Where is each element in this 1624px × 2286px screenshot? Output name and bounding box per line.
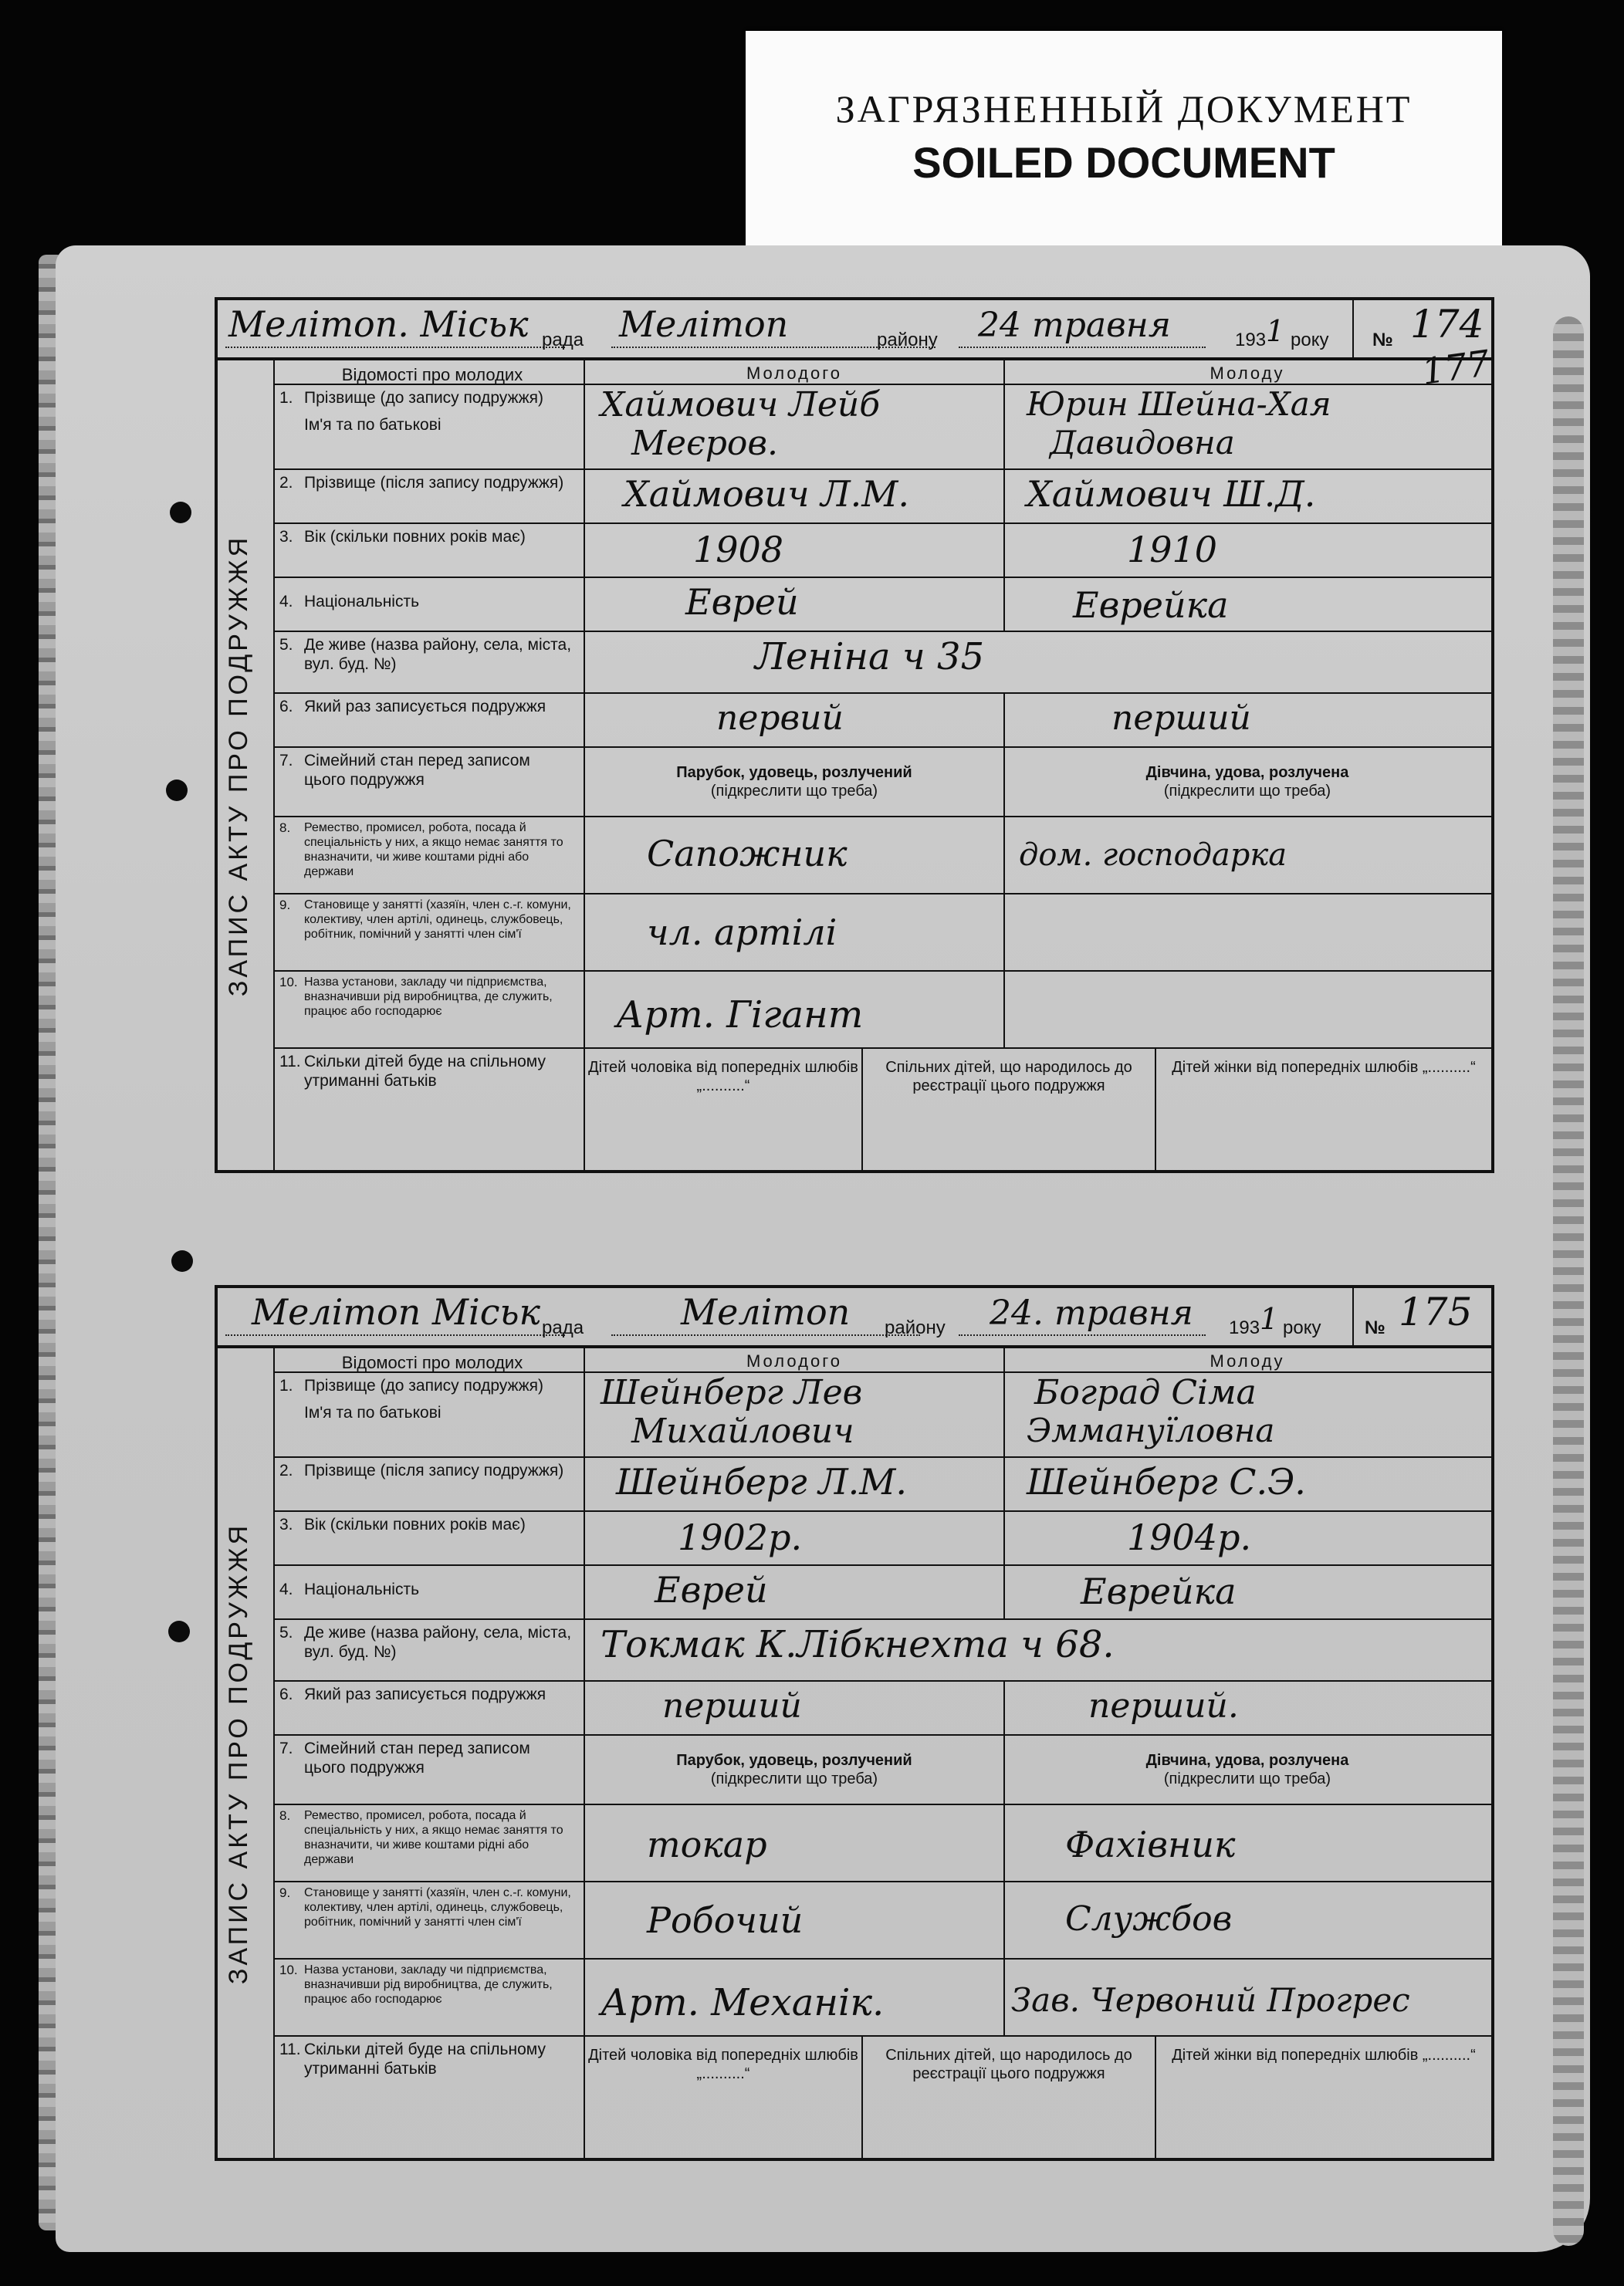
bride-nationality: Еврейка — [1073, 584, 1229, 626]
row-q8: 8. Ремество, промисел, робота, посада й спеціальність у них, а якщо немає заняття то вназначити, чи живе коштами рідні або держави Сапожник дом. господарка — [273, 816, 1491, 894]
groom-institution: Арт. Гігант — [616, 993, 864, 1036]
row-q11: 11. Скільки дітей буде на спільному утриманні батьків Дітей чоловіка від попередніх шлюбів „..........“ Спільних дітей, що народилось до реєстрації цього подружжя Дітей жінки від попередніх шлюбів „..........“ — [273, 2035, 1491, 2159]
groom-surname-before: Хаймович Лейб — [601, 385, 881, 424]
children-groom-prior: Дітей чоловіка від попередніх шлюбів „..........“ — [585, 1047, 863, 1171]
bride-age: 1910 — [1127, 529, 1218, 570]
groom-marital-options: Парубок, удовець, розлучений — [676, 1752, 912, 1769]
date-value: 24 травня — [978, 306, 1171, 345]
bride-marital-options: Дівчина, удова, розлучена — [1145, 764, 1349, 781]
q5-label: Де живе (назва району, села, міста, вул. буд. №) — [304, 1624, 572, 1661]
binding-hole — [170, 502, 191, 523]
row-q10: 10. Назва установи, закладу чи підприємства, вназначивши рід виробництва, де служить, працює або господарює Арт. Механік. Зав. Червоний Прогрес — [273, 1958, 1491, 2037]
bride-nationality: Еврейка — [1081, 1571, 1237, 1612]
row-q4: 4. Національність Еврей Еврейка — [273, 1564, 1491, 1620]
year-prefix: 193 — [1235, 330, 1267, 350]
groom-times: перший — [662, 1686, 802, 1726]
side-title-column — [218, 1348, 275, 2158]
q4-label: Національність — [304, 1581, 420, 1598]
q2-label: Прізвище (після запису подружжя) — [304, 474, 564, 492]
col-bride: Молоду — [1210, 1351, 1285, 1371]
column-headers — [273, 1348, 1491, 1373]
children-bride-prior: Дітей жінки від попередніх шлюбів „..........“ — [1172, 1059, 1476, 1076]
page-edge-right — [1553, 316, 1584, 2246]
label-russian: ЗАГРЯЗНЕННЫЙ ДОКУМЕНТ — [835, 87, 1413, 130]
bride-marital-note: (підкреслити що треба) — [1163, 783, 1331, 800]
groom-name: Меєров. — [631, 424, 778, 463]
bride-surname-before: Боград Сіма — [1034, 1373, 1257, 1412]
raion-value: Мелітоп — [619, 303, 789, 345]
groom-marital-options: Парубок, удовець, розлучений — [676, 764, 912, 781]
q9-label: Становище у занятті (хазяїн, член с.-г. комуни, колективу, член артілі, одинець, службовець, робітник, помічний у занятті член сім'ї — [304, 1886, 571, 1929]
groom-position: Робочий — [647, 1899, 804, 1941]
marriage-record-2 — [215, 1285, 1494, 2161]
q10-label: Назва установи, закладу чи підприємства, вназначивши рід виробництва, де служить, працює або господарює — [304, 976, 553, 1018]
record-header — [215, 1285, 1494, 1345]
q1b-label: Ім'я та по батькові — [304, 416, 442, 434]
number-label: № — [1365, 1317, 1385, 1338]
bride-times: перший. — [1088, 1686, 1239, 1726]
row-q7: 7. Сімейний стан перед записом цього подружжя Парубок, удовець, розлучений (підкреслити що треба) Дівчина, удова, розлучена (підкреслити що треба) — [273, 746, 1491, 817]
side-title: ЗАПИС АКТУ ПРО ПОДРУЖЖЯ — [224, 1522, 253, 1984]
bride-position: Службов — [1065, 1899, 1233, 1939]
row-q11: 11. Скільки дітей буде на спільному утриманні батьків Дітей чоловіка від попередніх шлюбів „..........“ Спільних дітей, що народилось до реєстрації цього подружжя Дітей жінки від попередніх шлюбів „..........“ — [273, 1047, 1491, 1171]
rada-label: рада — [542, 1317, 584, 1338]
groom-nationality: Еврей — [655, 1569, 768, 1611]
q7-label: Сімейний стан перед записом цього подружжя — [304, 752, 530, 789]
rada-value: Мелітоп Міськ — [252, 1291, 540, 1333]
bride-surname-after: Шейнберг С.Э. — [1027, 1461, 1306, 1503]
row-q3: 3. Вік (скільки повних років має) 1908 1910 — [273, 522, 1491, 578]
groom-surname-before: Шейнберг Лев — [601, 1373, 863, 1412]
year-prefix: 193 — [1229, 1317, 1260, 1338]
row-q9: 9. Становище у занятті (хазяїн, член с.-г. комуни, колективу, член артілі, одинець, службовець, робітник, помічний у занятті член сім'ї Робочий Службов — [273, 1881, 1491, 1960]
marriage-record-1 — [215, 297, 1494, 1173]
groom-occupation: Сапожник — [647, 833, 848, 874]
row-q1: 1. Прізвище (до запису подружжя) Ім'я та по батькові Хаймович Лейб Меєров. Юрин Шейна-Хая Давидовна — [273, 384, 1491, 470]
side-title-column — [218, 360, 275, 1170]
groom-occupation: токар — [647, 1824, 767, 1865]
row-q9: 9. Становище у занятті (хазяїн, член с.-г. комуни, колективу, член артілі, одинець, службовець, робітник, помічний у занятті член сім'ї чл. артілі — [273, 893, 1491, 972]
year-suffix: року — [1291, 330, 1329, 350]
record-body — [215, 357, 1494, 1173]
row-q8: 8. Ремество, промисел, робота, посада й спеціальність у них, а якщо немає заняття то вназначити, чи живе коштами рідні або держави токар Фахівник — [273, 1804, 1491, 1882]
q2-label: Прізвище (після запису подружжя) — [304, 1462, 564, 1479]
q1b-label: Ім'я та по батькові — [304, 1404, 442, 1422]
groom-age: 1908 — [693, 529, 784, 570]
row-q2: 2. Прізвище (після запису подружжя) Шейнберг Л.М. Шейнберг С.Э. — [273, 1456, 1491, 1512]
children-bride-prior: Дітей жінки від попередніх шлюбів „..........“ — [1172, 2047, 1476, 2064]
groom-surname-after: Хаймович Л.М. — [624, 473, 909, 515]
q4-label: Національність — [304, 593, 420, 610]
row-q2: 2. Прізвище (після запису подружжя) Хаймович Л.М. Хаймович Ш.Д. — [273, 468, 1491, 524]
col-groom: Молодого — [746, 1351, 842, 1371]
children-common: Спільних дітей, що народилось до реєстрації цього подружжя — [863, 2035, 1156, 2159]
q6-label: Який раз записується подружжя — [304, 698, 546, 715]
raion-label: району — [877, 330, 938, 350]
bride-name: Эммануїловна — [1027, 1412, 1275, 1449]
groom-surname-after: Шейнберг Л.М. — [616, 1461, 907, 1503]
groom-age: 1902р. — [678, 1517, 803, 1558]
q6-label: Який раз записується подружжя — [304, 1686, 546, 1703]
q1-label: Прізвище (до запису подружжя) — [304, 1377, 543, 1395]
children-common: Спільних дітей, що народилось до реєстрації цього подружжя — [863, 1047, 1156, 1171]
row-q3: 3. Вік (скільки повних років має) 1902р. 1904р. — [273, 1510, 1491, 1566]
bride-occupation: Фахівник — [1065, 1824, 1236, 1865]
year-digit: 1 — [1260, 1302, 1279, 1336]
q11-label: Скільки дітей буде на спільному утриманні батьків — [304, 2041, 546, 2078]
date-value: 24. травня — [990, 1293, 1193, 1333]
q8-label: Ремество, промисел, робота, посада й спеціальність у них, а якщо немає заняття то вназначити, чи живе коштами рідні або держави — [304, 1809, 563, 1866]
groom-nationality: Еврей — [685, 581, 799, 623]
bride-marital-note: (підкреслити що треба) — [1163, 1770, 1331, 1787]
q11-label: Скільки дітей буде на спільному утриманні батьків — [304, 1053, 546, 1090]
binding-hole — [171, 1250, 193, 1272]
q10-label: Назва установи, закладу чи підприємства, вназначивши рід виробництва, де служить, працює або господарює — [304, 1963, 553, 2006]
column-headers — [273, 360, 1491, 385]
binding-hole — [168, 1621, 190, 1642]
groom-position: чл. артілі — [647, 911, 837, 953]
side-title: ЗАПИС АКТУ ПРО ПОДРУЖЖЯ — [224, 534, 253, 996]
row-q1: 1. Прізвище (до запису подружжя) Ім'я та по батькові Шейнберг Лев Михайлович Боград Сіма Эммануїловна — [273, 1371, 1491, 1458]
q3-label: Вік (скільки повних років має) — [304, 528, 526, 546]
col-info: Відомості про молодих — [273, 360, 585, 384]
q8-label: Ремество, промисел, робота, посада й спеціальність у них, а якщо немає заняття то вназначити, чи живе коштами рідні або держави — [304, 821, 563, 878]
label-english: SOILED DOCUMENT — [912, 138, 1335, 187]
groom-name: Михайлович — [631, 1412, 854, 1451]
corner-mark: 177 — [1419, 342, 1493, 393]
col-bride: Молоду — [1210, 364, 1285, 383]
q1-label: Прізвище (до запису подружжя) — [304, 389, 543, 407]
row-q6: 6. Який раз записується подружжя перший перший. — [273, 1680, 1491, 1736]
bride-name: Давидовна — [1050, 424, 1235, 462]
record-number: 175 — [1399, 1290, 1473, 1334]
groom-institution: Арт. Механік. — [601, 1981, 885, 2024]
col-groom: Молодого — [746, 364, 842, 383]
residence: Токмак К.Лібкнехта ч 68. — [601, 1623, 1115, 1666]
bride-occupation: дом. господарка — [1019, 837, 1287, 873]
year-digit: 1 — [1266, 314, 1285, 348]
rada-value: Мелітоп. Міськ — [228, 303, 529, 345]
raion-value: Мелітоп — [681, 1291, 851, 1333]
q3-label: Вік (скільки повних років має) — [304, 1516, 526, 1534]
row-q5: 5. Де живе (назва району, села, міста, вул. буд. №) Леніна ч 35 — [273, 631, 1491, 694]
raion-label: району — [885, 1317, 946, 1338]
record-number: 174 — [1410, 302, 1484, 347]
row-q6: 6. Який раз записується подружжя первий перший — [273, 692, 1491, 748]
q5-label: Де живе (назва району, села, міста, вул. буд. №) — [304, 636, 572, 673]
bride-marital-options: Дівчина, удова, розлучена — [1145, 1752, 1349, 1769]
q7-label: Сімейний стан перед записом цього подружжя — [304, 1740, 530, 1777]
number-label: № — [1372, 330, 1393, 350]
year-suffix: року — [1283, 1317, 1321, 1338]
record-body — [215, 1345, 1494, 2161]
groom-times: первий — [716, 698, 844, 738]
row-q10: 10. Назва установи, закладу чи підприємства, вназначивши рід виробництва, де служить, працює або господарює Арт. Гігант — [273, 970, 1491, 1049]
groom-marital-note: (підкреслити що треба) — [710, 1770, 878, 1787]
col-info: Відомості про молодих — [273, 1348, 585, 1371]
soiled-document-label — [746, 31, 1502, 262]
bride-surname-after: Хаймович Ш.Д. — [1027, 473, 1316, 515]
children-groom-prior: Дітей чоловіка від попередніх шлюбів „..........“ — [585, 2035, 863, 2159]
bride-surname-before: Юрин Шейна-Хая — [1027, 385, 1331, 423]
bride-age: 1904р. — [1127, 1517, 1252, 1558]
residence: Леніна ч 35 — [755, 635, 985, 678]
bride-institution: Зав. Червоний Прогрес — [1011, 1981, 1410, 2019]
bride-times: перший — [1111, 698, 1251, 738]
binding-hole — [166, 779, 188, 801]
row-q7: 7. Сімейний стан перед записом цього подружжя Парубок, удовець, розлучений (підкреслити що треба) Дівчина, удова, розлучена (підкреслити що треба) — [273, 1734, 1491, 1805]
row-q4: 4. Національність Еврей Еврейка — [273, 577, 1491, 632]
q9-label: Становище у занятті (хазяїн, член с.-г. комуни, колективу, член артілі, одинець, службовець, робітник, помічний у занятті член сім'ї — [304, 898, 571, 941]
row-q5: 5. Де живе (назва району, села, міста, вул. буд. №) Токмак К.Лібкнехта ч 68. — [273, 1618, 1491, 1682]
groom-marital-note: (підкреслити що треба) — [710, 783, 878, 800]
rada-label: рада — [542, 330, 584, 350]
